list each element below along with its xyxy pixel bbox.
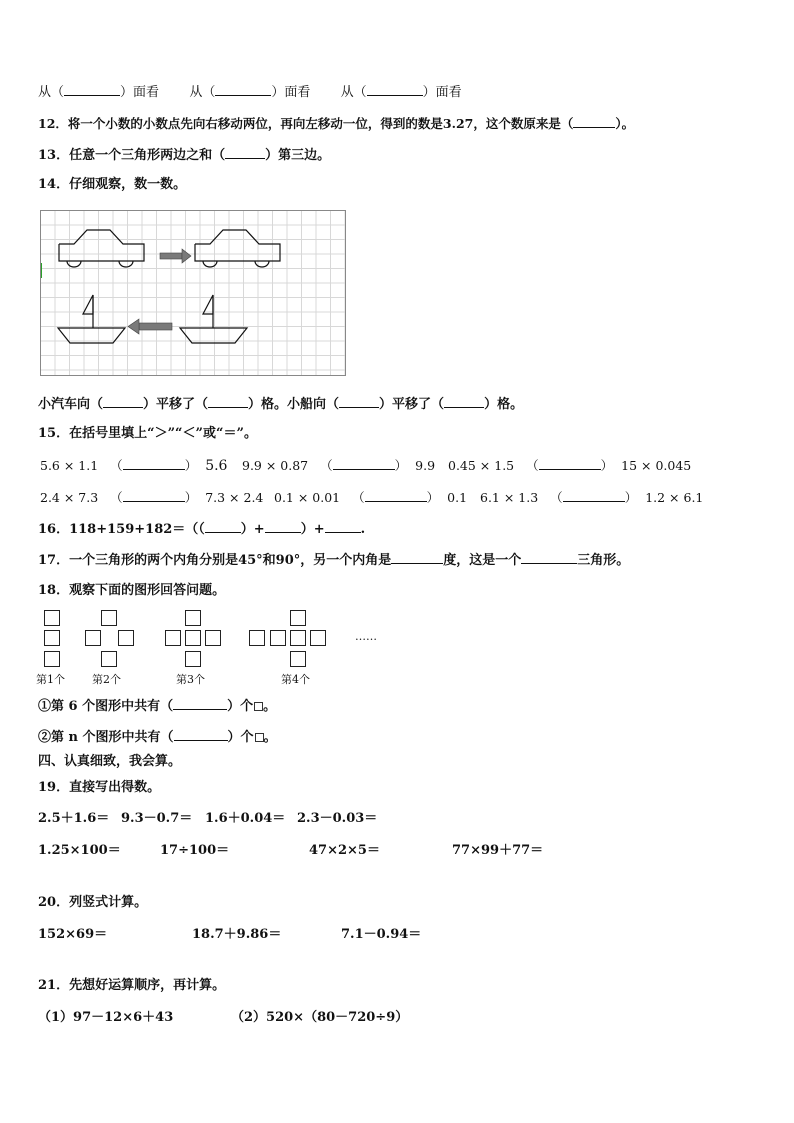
question-14-answer: 小汽车向（ ）平移了（ ）格。小船向（ ）平移了（ ）格。	[38, 397, 524, 412]
calc-7: 47×2×5＝	[309, 843, 380, 858]
compare-5: 0.1 × 0.01 （ ） 0.1	[274, 490, 468, 505]
ellipsis: ……	[355, 630, 377, 643]
question-14-title: 14．仔细观察，数一数。	[38, 177, 187, 192]
caption-3: 第3个	[176, 673, 205, 686]
calc-4: 2.3－0.03＝	[297, 811, 378, 826]
question-15-title: 15．在括号里填上“＞”“＜”或“＝”。	[38, 426, 257, 441]
compare-4: 2.4 × 7.3 （ ） 7.3 × 2.4	[40, 490, 264, 505]
question-17: 17．一个三角形的两个内角分别是45°和90°，另一个内角是 度，这是一个 三角形。	[38, 553, 630, 568]
translation-grid	[40, 210, 346, 376]
arrow-right-icon	[160, 249, 191, 263]
calc-2: 9.3－0.7＝	[121, 811, 193, 826]
compare-2: 9.9 × 0.87 （ ） 9.9	[242, 458, 436, 473]
calc-1: 2.5＋1.6＝	[38, 811, 110, 826]
question-18-sub2: ②第 n 个图形中共有（ ）个 。	[38, 730, 277, 745]
car-left	[59, 230, 144, 267]
caption-1: 第1个	[36, 673, 65, 686]
compare-1: 5.6 × 1.1 （ ） 5.6	[40, 458, 228, 474]
question-21-title: 21．先想好运算顺序，再计算。	[38, 978, 226, 993]
question-18-title: 18．观察下面的图形回答问题。	[38, 583, 226, 598]
calc-8: 77×99＋77＝	[452, 843, 544, 858]
section-4-heading: 四、认真细致，我会算。	[38, 754, 182, 769]
vertical-calc-1: 152×69＝	[38, 927, 108, 942]
boat-right	[180, 295, 247, 343]
square-icon	[254, 702, 263, 711]
question-18-sub1: ①第 6 个图形中共有（ ）个 。	[38, 699, 277, 714]
order-calc-1: （1）97－12×6＋43	[38, 1010, 174, 1025]
arrow-left-icon	[128, 319, 172, 334]
calc-3: 1.6＋0.04＝	[205, 811, 286, 826]
caption-2: 第2个	[92, 673, 121, 686]
caption-4: 第4个	[281, 673, 310, 686]
view-direction-line: 从（ ）面看 从（ ）面看 从（ ）面看	[38, 85, 462, 100]
question-16: 16．118+159+182＝（（ ）+ ）+ .	[38, 522, 366, 537]
square-icon	[255, 733, 264, 742]
car-right	[195, 230, 280, 267]
question-19-title: 19．直接写出得数。	[38, 780, 161, 795]
calc-6: 17÷100＝	[160, 843, 230, 858]
order-calc-2: （2）520×（80－720÷9）	[231, 1010, 409, 1025]
boat-left	[58, 295, 125, 343]
calc-5: 1.25×100＝	[38, 843, 121, 858]
question-12: 12．将一个小数的小数点先向右移动两位，再向左移动一位，得到的数是3.27，这个数原来是（ ）。	[38, 116, 635, 131]
question-20-title: 20．列竖式计算。	[38, 895, 148, 910]
vertical-calc-3: 7.1－0.94＝	[341, 927, 422, 942]
question-13: 13．任意一个三角形两边之和（ ）第三边。	[38, 148, 331, 163]
compare-6: 6.1 × 1.3 （ ） 1.2 × 6.1	[480, 490, 704, 505]
vertical-calc-2: 18.7＋9.86＝	[192, 927, 282, 942]
compare-3: 0.45 × 1.5 （ ） 15 × 0.045	[448, 458, 692, 473]
